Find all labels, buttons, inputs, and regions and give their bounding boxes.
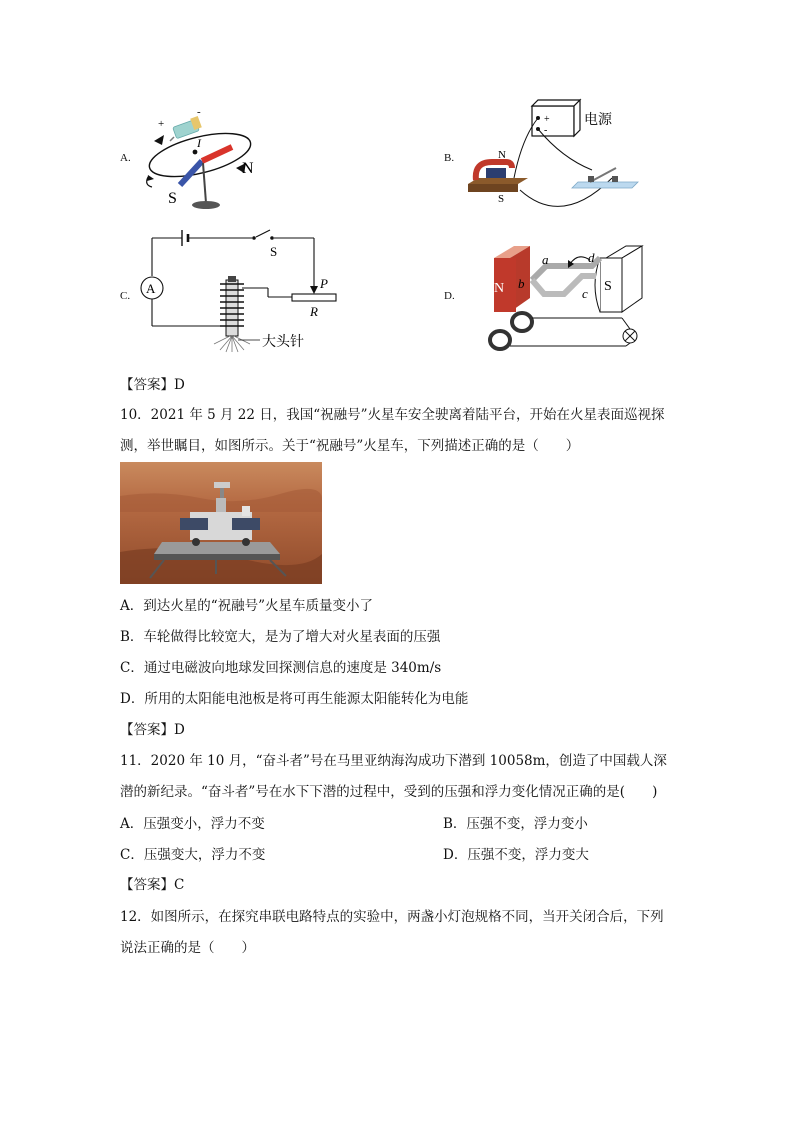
north-pole-label: N — [242, 160, 254, 177]
option-a-label: A. — [120, 152, 131, 164]
magnet-s-label: S — [498, 193, 505, 205]
q11-option-b: B．压强不变，浮力变小 — [443, 816, 588, 832]
q10-option-b: B．车轮做得比较宽大，是为了增大对火星表面的压强 — [120, 629, 441, 645]
option-d-label: D. — [444, 290, 455, 302]
power-supply-label: 电源 — [584, 112, 612, 128]
pins-label: 大头针 — [262, 334, 304, 350]
q10-text-line2: 测，举世瞩目，如图所示。关于“祝融号”火星车，下列描述正确的是（ ） — [120, 438, 580, 454]
minus-sign: - — [197, 106, 201, 118]
coil-a-label: a — [542, 252, 549, 267]
q10-option-a: A．到达火星的“祝融号”火星车质量变小了 — [120, 598, 374, 614]
slider-p-label: P — [320, 276, 328, 291]
ammeter-label: A — [146, 281, 156, 296]
minus-terminal: - — [544, 125, 548, 136]
motor-power-supply-figure — [462, 98, 642, 210]
q9-answer: 【答案】D — [120, 377, 185, 393]
q11-text-line2: 潜的新纪录。“奋斗者”号在水下下潜的过程中，受到的压强和浮力变化情况正确的是( ) — [120, 784, 658, 800]
q10-answer: 【答案】D — [120, 722, 185, 738]
south-pole-label: S — [168, 190, 177, 207]
zhurong-rover-photo — [120, 462, 322, 584]
rheostat-r-label: R — [310, 304, 318, 319]
q11-option-a: A．压强变小，浮力不变 — [120, 816, 265, 832]
coil-d-label: d — [588, 250, 595, 265]
q10-text-line1: 10．2021 年 5 月 22 日，我国“祝融号”火星车安全驶离着陆平台，开始在火星表面巡视探 — [120, 407, 665, 423]
magnet-north-label: N — [494, 281, 505, 296]
coil-b-label: b — [518, 276, 525, 291]
q11-text-line1: 11．2020 年 10 月，“奋斗者”号在马里亚纳海沟成功下潜到 10058m，创造了中国载人深 — [120, 753, 667, 769]
plus-terminal: + — [544, 114, 550, 125]
magnet-n-label: N — [498, 149, 506, 161]
magnet-south-label: S — [604, 279, 612, 294]
q10-option-d: D．所用的太阳能电池板是将可再生能源太阳能转化为电能 — [120, 691, 469, 707]
oersted-experiment-figure — [140, 105, 280, 215]
q12-text-line2: 说法正确的是（ ） — [120, 940, 255, 956]
q11-option-c: C．压强变大，浮力不变 — [120, 847, 266, 863]
coil-c-label: c — [582, 286, 588, 301]
option-c-label: C. — [120, 290, 131, 302]
q11-answer: 【答案】C — [120, 877, 185, 893]
electromagnet-circuit-figure — [134, 224, 344, 356]
current-label: I — [197, 136, 201, 150]
q11-option-d: D．压强不变，浮力变大 — [443, 847, 589, 863]
generator-figure — [482, 240, 658, 358]
plus-sign: + — [158, 118, 165, 130]
q10-option-c: C．通过电磁波向地球发回探测信息的速度是 340m/s — [120, 660, 442, 676]
option-b-label: B. — [444, 152, 455, 164]
q12-text-line1: 12．如图所示，在探究串联电路特点的实验中，两盏小灯泡规格不同，当开关闭合后，下列 — [120, 909, 664, 925]
switch-label: S — [270, 244, 278, 259]
